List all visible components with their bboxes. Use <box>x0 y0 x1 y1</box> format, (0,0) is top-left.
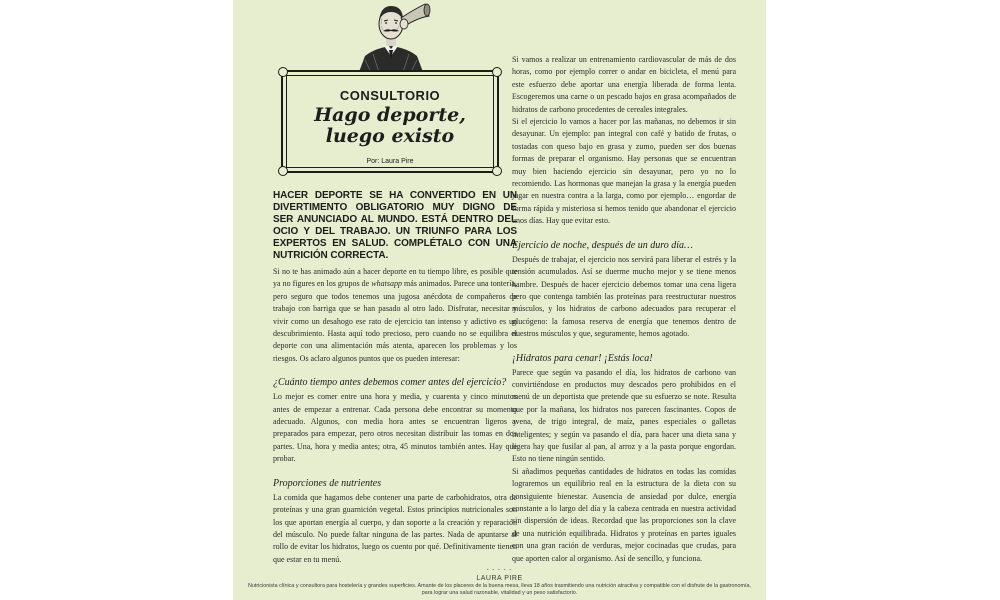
byline: Por: Laura Pire <box>366 158 414 165</box>
headline-line-2: luego existo <box>325 125 455 147</box>
frame-corner-ornament <box>492 67 502 77</box>
title-frame <box>281 70 499 173</box>
section-kicker: CONSULTORIO <box>339 88 441 103</box>
magazine-page <box>233 0 766 600</box>
body-paragraph: Si el ejercicio lo vamos a hacer por las mañanas, no debemos ir sin desayunar. Un ejemplo: pan integral con café y batido de frutas, o tostadas con queso bajo en grasa y zumo, pueden ser dos buenas formas de preparar el organismo. Hay personas que se encuentran muy bien haciendo ejercicio sin desayunar, pero yo no lo recomiendo. Las hormonas que manejan la grasa y la energía pueden jugar en nuestra contra a la larga, como por ejemplo… engordar de forma rápida y misteriosa si hemos tenido que abandonar el ejercicio unos días. Hay que evitar esto. <box>512 117 736 226</box>
section-body: Parece que según va pasando el día, los hidratos de carbono van convirtiéndose en productos muy descados pero prohibidos en el menú de un deportista que pretende que su esfuerzo se note. Resulta que por la mañana, los hidratos nos parecen fascinantes. Copos de avena, de trigo integral, de maíz, panes especiales o galletas inteligentes; y según va pasando el día, para hacer una dieta sana y ligera hay que fusilar al pan, al arroz y a la pasta porque engordan. Esto no tiene ningún sentido. <box>512 367 736 464</box>
footer-divider: - - - - - <box>486 567 513 573</box>
frame-corner-ornament <box>278 166 288 176</box>
body-paragraph: Si vamos a realizar un entrenamiento cardiovascular de más de dos horas, como por ejemplo correr o andar en bicicleta, el menú para este esfuerzo debe aportar una energía liberada de forma lenta. Escogeremos una carne o un pescado bajos en grasa acompañados de hidratos de carbono procedentes de cereales integrales. <box>512 55 736 114</box>
intro-text: Si no te has animado aún a hacer deporte en tu tiempo libre, es posible que ya no figures en los grupos de <box>273 267 517 289</box>
section-heading: Proporciones de nutrientes <box>273 477 382 489</box>
headline-line-1: Hago deporte, <box>314 104 466 126</box>
article-column-left <box>273 190 517 566</box>
article-column-right <box>512 54 736 565</box>
intro-paragraph <box>273 266 517 365</box>
author-footer <box>233 566 766 597</box>
man-with-ear-trumpet-illustration <box>351 0 431 72</box>
lead-paragraph: HACER DEPORTE SE HA CONVERTIDO EN UN DIVERTIMENTO OBLIGATORIO MUY DIGNO DE SER ANUNCIADO AL MUNDO. ESTÁ DENTRO DEL OCIO Y DEL TRABAJO. UN TRIUNFO PARA LOS EXPERTOS EN SALUD. COMPLÉTALO CON UNA NUTRICIÓN CORRECTA. <box>273 190 517 261</box>
author-bio: Nutricionista clínica y consultora para hostelería y grandes superficies. Amante de los placeres de la buena mesa, lleva 18 años trasmitiendo una nutrición atractiva y compatible con el disfrute de la gastronomía, para lograr una salud razonable, vitalidad y un peso satisfactorio. <box>247 583 752 596</box>
intro-emphasis: whatsapp <box>371 279 402 289</box>
article-headline <box>283 105 497 147</box>
frame-corner-ornament <box>278 67 288 77</box>
section-heading: ¡Hidratos para cenar! ¡Estás loca! <box>512 352 653 364</box>
intro-text: más animados. Parece una tontería, pero seguro que todos tenemos una jugosa anécdota de compañeros de trabajo con barriga que se han pasado al otro lado. Disfrutar, necesitar y vivir como un desahogo ese rato de ejercicio tan intenso y adictivo es un descubrimiento. Hasta aquí todo precioso, pero cuando no se equilibra el deporte con una alimentación más atenta, aparecen los problemas y los riesgos. Os aclaro algunos puntos que os pueden interesar: <box>273 279 517 363</box>
section-heading: Ejercicio de noche, después de un duro día… <box>512 239 693 251</box>
author-name: LAURA PIRE <box>476 575 523 582</box>
section-body: Si añadimos pequeñas cantidades de hidratos en todas las comidas lograremos un equilibrio real en la estructura de la dieta con su consiguiente bienestar. Ausencia de ansiedad por dulce, energía constante a lo largo del día y la cabeza centrada en nuestra actividad sin dispersión de ideas. Recordad que las proporciones son la clave de una nutrición equilibrada. Hidratos y proteínas en partes iguales con una gran ración de verduras, mejor cocinadas que crudas, para que aporten calor al organismo. Así de sencillo, y funciona. <box>512 466 736 563</box>
section-body: Lo mejor es comer entre una hora y media, y cuarenta y cinco minutos antes de empezar a entrenar. Cada persona debe encontrar su momento adecuado. Algunos, con media hora antes se encuentran ligeros y preparados para empezar, pero otros necesitan distribuir las tomas en dos partes. Una, hora y media antes; otra, 45 minutos también antes. Hay que probar. <box>273 392 517 464</box>
frame-corner-ornament <box>492 166 502 176</box>
section-body: Después de trabajar, el ejercicio nos servirá para liberar el estrés y la tensión acumulados. Así se duerme mucho mejor y se tiene menos hambre. Después de hacer ejercicio debemos tomar una cena ligera pero que contenga también las proteínas para reestructurar nuestros músculos, y los hidratos de carbono adecuados para recuperar el glucógeno: la famosa reserva de energía que tenemos dentro de nuestros músculos y que, seguramente, hemos agotado. <box>512 254 736 339</box>
section-heading: ¿Cuánto tiempo antes debemos comer antes del ejercicio? <box>273 377 507 389</box>
section-body: La comida que hagamos debe contener una parte de carbohidratos, otra de proteínas y una gran guarnición vegetal. Estos principios nutricionales son los que aportan energía al cuerpo, y dan soporte a la creación y reparación del músculo. No puede faltar ninguna de las partes. Nada de apuntarse al rollo de evitar los hidratos, luego os cuento por qué. Definitivamente tienen que estar en tu menú. <box>273 492 517 564</box>
